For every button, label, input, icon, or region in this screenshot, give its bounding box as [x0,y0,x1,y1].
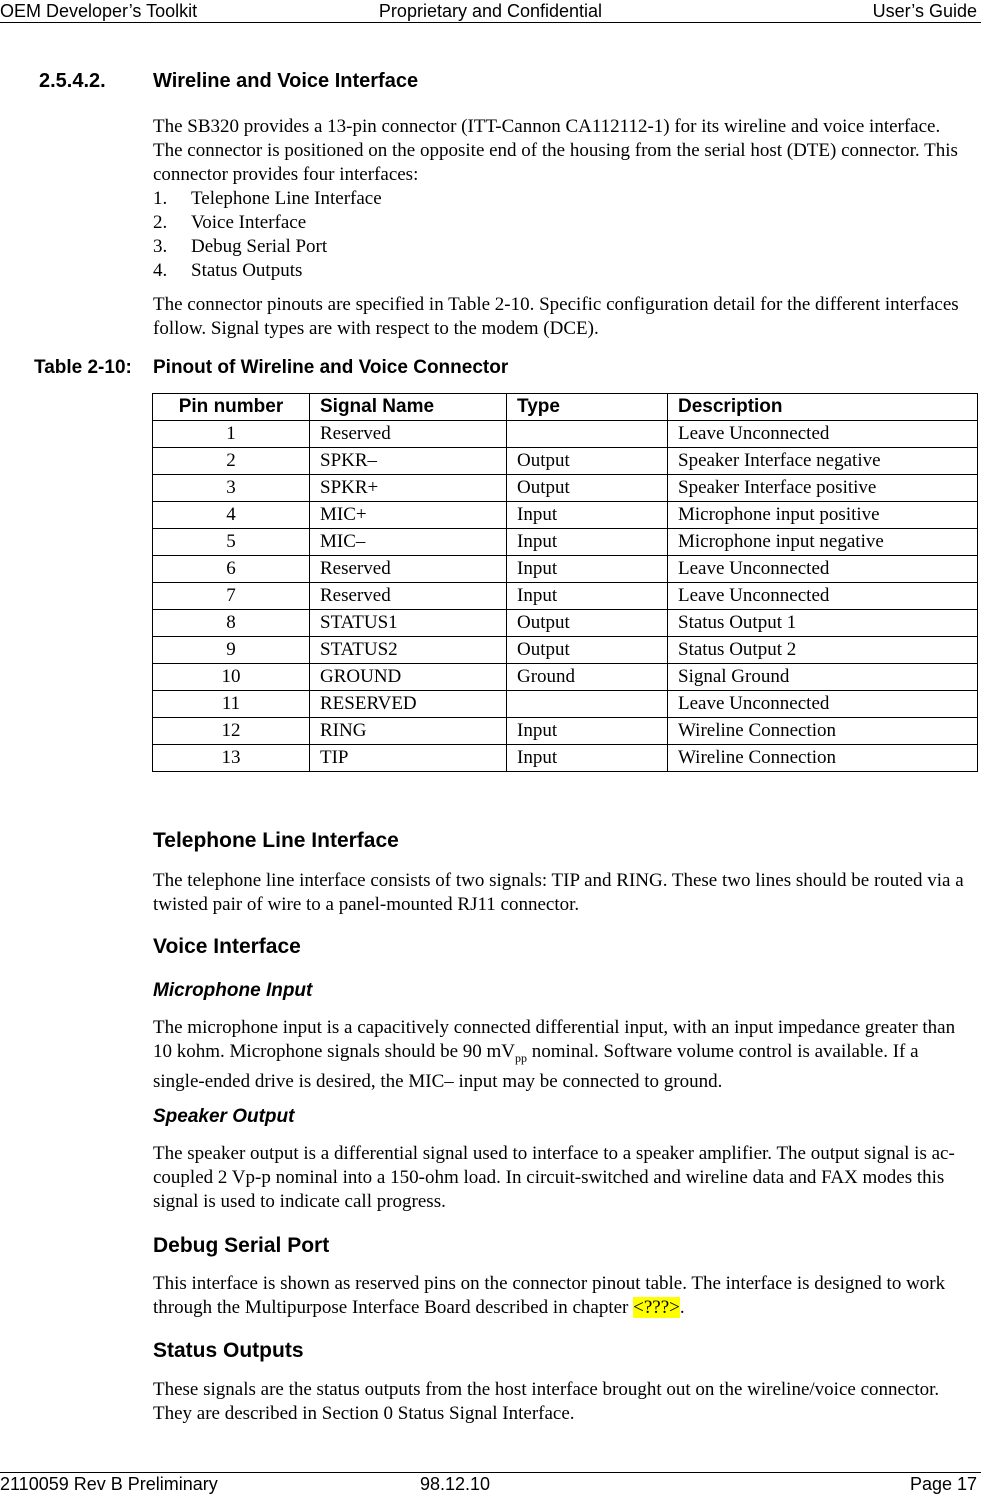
cell-signal: Reserved [310,421,507,448]
pinout-table-body [153,421,978,772]
table-row [153,529,978,556]
microphone-body [153,1016,973,1094]
list-item [153,211,973,235]
speaker-body: The speaker output is a differential signal used to interface to a speaker amplifier. The output signal is ac-coupled 2 Vp-p nominal into a 150-ohm load. In circuit-switched and wireline data and FAX modes this signal is used to indicate call progress. [153,1143,955,1212]
cell-type: Input [507,529,668,556]
section-number: 2.5.4.2. [39,70,106,92]
status-body: These signals are the status outputs from the host interface brought out on the wireline/voice connector. They are described in Section 0 Status Signal Interface. [153,1379,940,1424]
chapter-placeholder: <???> [633,1297,680,1318]
cell-type: Output [507,448,668,475]
status-heading: Status Outputs [153,1339,304,1362]
microphone-unit-subscript: pp [515,1050,528,1065]
page-footer [0,1472,981,1495]
cell-pin: 2 [153,448,310,475]
cell-description: Status Output 2 [668,637,978,664]
section-title: Wireline and Voice Interface [153,70,419,92]
cell-type: Output [507,637,668,664]
cell-signal: TIP [310,745,507,772]
cell-pin: 11 [153,691,310,718]
cell-description: Wireline Connection [668,718,978,745]
cell-type: Output [507,610,668,637]
cell-signal: Reserved [310,583,507,610]
intro-block [153,115,973,341]
header-right: User’s Guide [872,1,977,21]
cell-type: Input [507,583,668,610]
cell-pin: 4 [153,502,310,529]
table-row [153,718,978,745]
pinout-note: The connector pinouts are specified in Table 2-10. Specific configuration detail for the different interfaces follow. Signal types are with respect to the modem (DCE). [153,294,959,339]
cell-pin: 13 [153,745,310,772]
table-row [153,502,978,529]
list-number: 3. [153,236,168,257]
cell-type [507,421,668,448]
table-row [153,745,978,772]
table-row [153,664,978,691]
voice-heading: Voice Interface [153,935,301,958]
table-row [153,583,978,610]
table-caption-title: Pinout of Wireline and Voice Connector [153,357,509,378]
list-item [153,235,973,259]
footer-right: Page 17 [909,1474,977,1494]
cell-type: Ground [507,664,668,691]
speaker-heading: Speaker Output [153,1106,295,1127]
interfaces-list [153,187,973,283]
table-caption-number: Table 2-10: [34,357,132,378]
cell-signal: SPKR+ [310,475,507,502]
list-label: Voice Interface [191,212,307,233]
table-header-row [153,394,978,421]
cell-description: Wireline Connection [668,745,978,772]
cell-pin: 6 [153,556,310,583]
cell-description: Leave Unconnected [668,583,978,610]
telephone-heading: Telephone Line Interface [153,829,399,852]
cell-description: Status Output 1 [668,610,978,637]
table-row [153,610,978,637]
table-row [153,556,978,583]
cell-pin: 3 [153,475,310,502]
list-number: 2. [153,212,168,233]
cell-pin: 8 [153,610,310,637]
cell-description: Speaker Interface negative [668,448,978,475]
cell-type [507,691,668,718]
cell-pin: 10 [153,664,310,691]
cell-type: Output [507,475,668,502]
column-header-pin: Pin number [153,394,310,421]
table-row [153,637,978,664]
debug-body-text: This interface is shown as reserved pins on the connector pinout table. The interface is designed to work through the Multipurpose Interface Board described in chapter [153,1273,946,1318]
list-item [153,187,973,211]
cell-type: Input [507,745,668,772]
cell-description: Leave Unconnected [668,691,978,718]
list-label: Telephone Line Interface [191,188,382,209]
microphone-heading: Microphone Input [153,980,313,1001]
footer-center: 98.12.10 [420,1474,491,1494]
list-label: Status Outputs [191,260,303,281]
column-header-type: Type [507,394,668,421]
footer-left: 2110059 Rev B Preliminary [0,1474,218,1494]
cell-pin: 5 [153,529,310,556]
cell-description: Microphone input positive [668,502,978,529]
table-row [153,421,978,448]
pinout-table [152,393,978,772]
cell-signal: STATUS2 [310,637,507,664]
column-header-description: Description [668,394,978,421]
cell-type: Input [507,718,668,745]
list-label: Debug Serial Port [191,236,328,257]
cell-description: Speaker Interface positive [668,475,978,502]
telephone-body: The telephone line interface consists of two signals: TIP and RING. These two lines should be routed via a twisted pair of wire to a panel-mounted RJ11 connector. [153,870,964,915]
cell-signal: MIC+ [310,502,507,529]
list-number: 1. [153,188,168,209]
cell-type: Input [507,556,668,583]
cell-signal: MIC– [310,529,507,556]
cell-pin: 7 [153,583,310,610]
debug-body [153,1272,973,1320]
cell-description: Leave Unconnected [668,421,978,448]
cell-signal: RESERVED [310,691,507,718]
table-row [153,691,978,718]
list-number: 4. [153,260,168,281]
list-item [153,259,973,283]
column-header-signal: Signal Name [310,394,507,421]
cell-description: Microphone input negative [668,529,978,556]
microphone-body-text-end: nominal. Software volume control is available. If a single-ended drive is desired, the MIC– input may be connected to ground. [153,1041,919,1092]
cell-signal: GROUND [310,664,507,691]
cell-signal: RING [310,718,507,745]
microphone-body-text: The microphone input is a capacitively connected differential input, with an input impedance greater than 10 kohm. Microphone signals should be 90 mV [153,1017,956,1062]
header-left: OEM Developer’s Toolkit [0,1,198,21]
debug-body-end: . [679,1297,685,1318]
debug-heading: Debug Serial Port [153,1234,330,1257]
table-row [153,475,978,502]
cell-pin: 1 [153,421,310,448]
page-header [0,0,981,23]
cell-pin: 12 [153,718,310,745]
cell-pin: 9 [153,637,310,664]
table-row [153,448,978,475]
cell-description: Signal Ground [668,664,978,691]
header-center: Proprietary and Confidential [378,1,603,21]
cell-signal: Reserved [310,556,507,583]
cell-signal: STATUS1 [310,610,507,637]
cell-signal: SPKR– [310,448,507,475]
cell-description: Leave Unconnected [668,556,978,583]
cell-type: Input [507,502,668,529]
intro-paragraph: The SB320 provides a 13-pin connector (ITT-Cannon CA112112-1) for its wireline and voice interface. The connector is positioned on the opposite end of the housing from the serial host (DTE) connector. This connector provides four interfaces: [153,116,958,185]
